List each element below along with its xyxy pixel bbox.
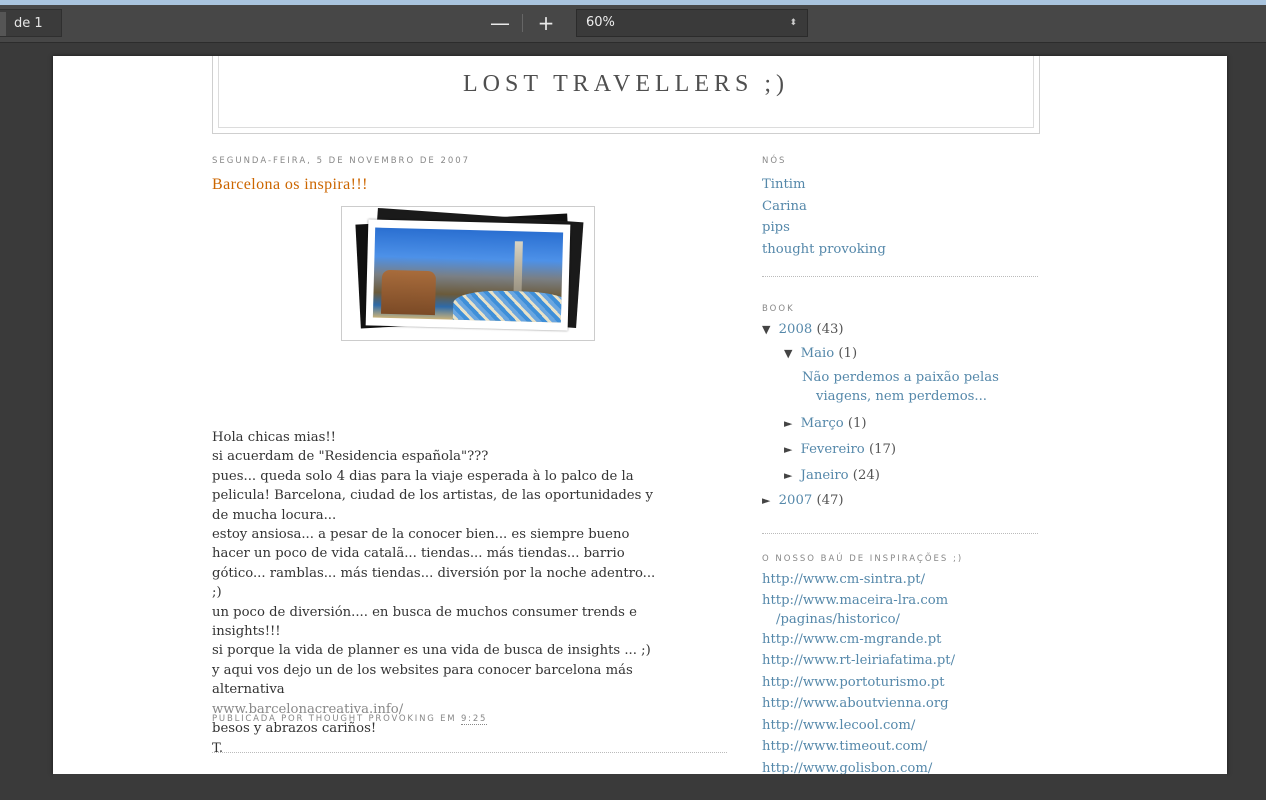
- sidebar-divider: [762, 276, 1038, 277]
- archive-count: (1): [847, 416, 867, 431]
- inspiration-link[interactable]: http://www.rt-leiriafatima.pt/: [762, 653, 956, 668]
- author-link[interactable]: Tintim: [762, 177, 806, 192]
- archive-month-maio[interactable]: [784, 346, 857, 361]
- archive-year-2007[interactable]: [762, 493, 844, 508]
- archive-count: (17): [868, 442, 897, 457]
- archive-count: (43): [816, 322, 844, 337]
- post-image[interactable]: [341, 206, 595, 341]
- authors-list: [762, 174, 1042, 260]
- post-time-link[interactable]: 9:25: [460, 714, 488, 724]
- post-body-line: besos y abrazos cariños!: [212, 721, 377, 737]
- toolbar-separator: [522, 14, 523, 32]
- archive-year-link[interactable]: 2007: [778, 493, 813, 508]
- zoom-level-value: 60%: [586, 15, 615, 30]
- collapsed-triangle-icon[interactable]: ►: [762, 494, 771, 507]
- post-body-line: insights!!!: [212, 624, 281, 640]
- post-body-line: alternativa: [212, 682, 285, 698]
- archive-count: (24): [852, 468, 880, 483]
- collapsed-triangle-icon[interactable]: ►: [784, 417, 793, 430]
- archive-year-2008[interactable]: [762, 322, 844, 337]
- post-author-label: PUBLICADA POR THOUGHT PROVOKING EM: [212, 714, 457, 724]
- zoom-in-button[interactable]: +: [537, 11, 555, 35]
- photo-house-shape: [381, 270, 436, 315]
- archive-month-link[interactable]: Março: [800, 416, 844, 431]
- archive-month-janeiro[interactable]: [784, 468, 880, 483]
- viewer-bottom-area: [53, 774, 1227, 800]
- author-link[interactable]: pips: [762, 220, 790, 235]
- inspiration-link[interactable]: http://www.maceira-lra.com: [762, 592, 949, 608]
- post-body-line: pelicula! Barcelona, ciudad de los artistas, de las oportunidades y: [212, 488, 653, 504]
- inspiration-link-continued[interactable]: /paginas/historico/: [776, 611, 900, 627]
- sidebar: [762, 156, 1042, 774]
- inspiration-link[interactable]: http://www.portoturismo.pt: [762, 674, 945, 690]
- inspiration-link[interactable]: http://www.golisbon.com/: [762, 760, 933, 774]
- post-external-link[interactable]: www.barcelonacreativa.info/: [212, 701, 404, 717]
- photo-mosaic-shape: [453, 290, 563, 323]
- post-title[interactable]: Barcelona os inspira!!!: [212, 176, 368, 193]
- park-guell-photo: [373, 228, 563, 323]
- post-body-line: pues... queda solo 4 dias para la viaje esperada à lo palco de la: [212, 468, 634, 484]
- post-divider: [212, 752, 727, 753]
- archive-month-fevereiro[interactable]: [784, 442, 896, 457]
- document-page: [53, 56, 1227, 774]
- author-link[interactable]: thought provoking: [762, 241, 886, 257]
- post-body: [212, 428, 732, 758]
- expanded-triangle-icon[interactable]: ▼: [784, 347, 793, 360]
- inspiration-link[interactable]: http://www.cm-mgrande.pt: [762, 631, 942, 647]
- post-body-line: ;): [212, 585, 222, 601]
- authors-heading: NÓS: [762, 156, 787, 166]
- archive-heading: BOOK: [762, 304, 795, 314]
- archive-year-link[interactable]: 2008: [778, 322, 813, 337]
- post-body-line: un poco de diversión.... en busca de muchos consumer trends e: [212, 604, 637, 620]
- post-body-line: si acuerdam de "Residencia española"???: [212, 449, 489, 465]
- pdf-viewer-toolbar: [0, 5, 1266, 43]
- archive-count: (47): [816, 493, 844, 508]
- inspiration-link[interactable]: http://www.cm-sintra.pt/: [762, 572, 926, 587]
- links-list: [762, 569, 955, 774]
- links-heading: O NOSSO BAÚ DE INSPIRAÇÕES ;): [762, 554, 964, 564]
- author-link[interactable]: Carina: [762, 198, 807, 214]
- post-body-line: gótico... ramblas... más tiendas... diversión por la noche adentro...: [212, 565, 656, 581]
- archive-month-link[interactable]: Fevereiro: [800, 442, 865, 457]
- inspiration-link[interactable]: http://www.timeout.com/: [762, 739, 928, 754]
- zoom-out-button[interactable]: —: [490, 11, 510, 35]
- post-signature: T.: [212, 740, 224, 756]
- archive-post-link[interactable]: Não perdemos a paixão pelas: [802, 370, 999, 385]
- blog-header: [212, 56, 1040, 134]
- inspiration-link[interactable]: http://www.aboutvienna.org: [762, 696, 949, 711]
- post-body-line: estoy ansiosa... a pesar de la conocer bien... es siempre bueno: [212, 527, 630, 543]
- archive-month-marco[interactable]: [784, 416, 867, 431]
- expanded-triangle-icon[interactable]: ▼: [762, 323, 771, 336]
- post-body-line: si porque la vida de planner es una vida de busca de insights ... ;): [212, 643, 651, 659]
- archive-post-link-continued[interactable]: viagens, nem perdemos...: [816, 389, 987, 404]
- post-body-line: Hola chicas mias!!: [212, 430, 336, 445]
- post-body-line: y aqui vos dejo un de los websites para conocer barcelona más: [212, 662, 633, 678]
- blog-title[interactable]: LOST TRAVELLERS ;): [462, 71, 790, 97]
- archive-month-link[interactable]: Maio: [800, 346, 835, 361]
- archive-count: (1): [838, 346, 858, 361]
- archive-month-link[interactable]: Janeiro: [800, 468, 849, 483]
- post-date: SEGUNDA-FEIRA, 5 DE NOVEMBRO DE 2007: [212, 156, 471, 166]
- photo-card: [366, 219, 571, 330]
- zoom-level-select[interactable]: [576, 9, 808, 37]
- collapsed-triangle-icon[interactable]: ►: [784, 469, 793, 482]
- page-count-label: de 1: [0, 9, 62, 37]
- inspiration-link[interactable]: http://www.lecool.com/: [762, 717, 916, 733]
- select-arrows-icon: ⬍: [789, 18, 797, 28]
- post-body-line: hacer un poco de vida catalã... tiendas... más tiendas... barrio: [212, 546, 625, 562]
- collapsed-triangle-icon[interactable]: ►: [784, 443, 793, 456]
- post-footer: [212, 714, 727, 724]
- main-column: [212, 156, 727, 756]
- sidebar-divider: [762, 533, 1038, 534]
- post-body-line: de mucha locura...: [212, 507, 337, 523]
